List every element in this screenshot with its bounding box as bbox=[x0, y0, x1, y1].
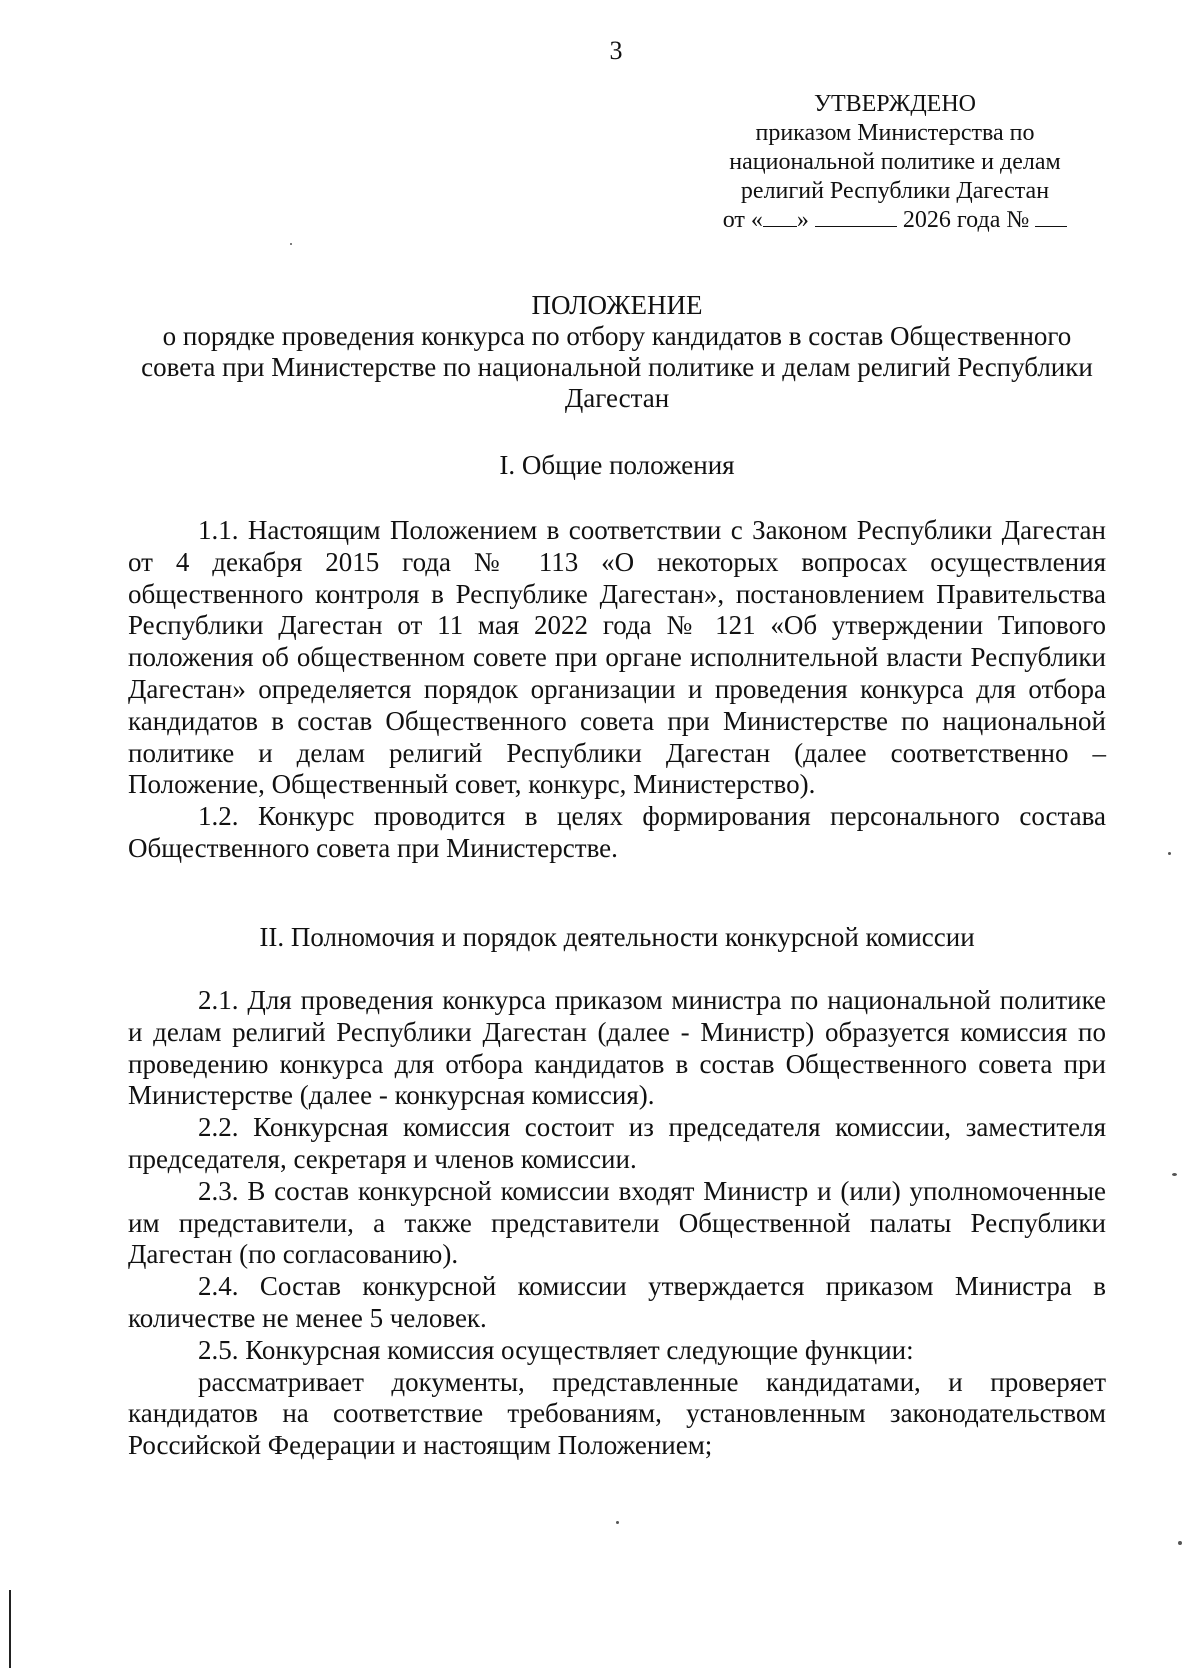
paragraph: 2.3. В состав конкурсной комиссии входят Министр и (или) уполномоченные им представители, а также представители Общественной палаты Республики Дагестан (по согласованию). bbox=[128, 1175, 1106, 1270]
section-body bbox=[128, 515, 1106, 865]
month-blank bbox=[815, 206, 897, 227]
approval-line: религий Республики Дагестан bbox=[740, 178, 1050, 204]
paragraph: 2.1. Для проведения конкурса приказом министра по национальной политике и делам религий Республики Дагестан (далее - Министр) образуется комиссия по проведению конкурса для отбора кандидатов в состав Общественного совета при Министерстве (далее - конкурсная комиссия). bbox=[128, 985, 1106, 1111]
section-heading: II. Полномочия и порядок деятельности конкурсной комиссии bbox=[259, 922, 975, 952]
paragraph: 1.1. Настоящим Положением в соответствии с Законом Республики Дагестан от 4 декабря 2015 года № 113 «О некоторых вопросах осуществления общественного контроля в Республике Дагестан», постановлением Правительства Республики Дагестан от 11 мая 2022 года № 121 «Об утверждении Типового положения об общественном совете при органе исполнительной власти Республики Дагестан» определяется порядок организации и проведения конкурса для отбора кандидатов в состав Общественного совета при Министерстве по национальной политике и делам религий Республики Дагестан (далее соответственно – Положение, Общественный совет, конкурс, Министерство). bbox=[128, 515, 1106, 800]
day-blank bbox=[763, 206, 797, 227]
title-main: ПОЛОЖЕНИЕ bbox=[531, 290, 703, 320]
approval-heading: УТВЕРЖДЕНО bbox=[813, 91, 977, 117]
date-year: 2026 года № bbox=[902, 207, 1030, 233]
approval-line: приказом Министерства по bbox=[755, 120, 1035, 146]
page-number: 3 bbox=[609, 36, 623, 65]
paragraph: 2.2. Конкурсная комиссия состоит из председателя комиссии, заместителя председателя, секретаря и членов комиссии. bbox=[128, 1112, 1106, 1174]
section-heading: I. Общие положения bbox=[499, 450, 735, 480]
paragraph: рассматривает документы, представленные кандидатами, и проверяет кандидатов на соответствие требованиям, установленным законодательством Российской Федерации и настоящим Положением; bbox=[128, 1366, 1106, 1461]
scan-speck bbox=[1178, 1541, 1182, 1545]
approval-stamp-block bbox=[695, 90, 1095, 235]
approval-date-line bbox=[695, 206, 1095, 235]
scan-margin-mark bbox=[9, 1590, 11, 1668]
title-subtitle: о порядке проведения конкурса по отбору кандидатов в состав Общественного совета при Министерстве по национальной политике и делам религий Республики Дагестан bbox=[141, 321, 1093, 413]
date-prefix: от « bbox=[722, 207, 763, 233]
section-body bbox=[128, 985, 1106, 1462]
date-mid: » bbox=[796, 207, 809, 233]
approval-line: национальной политике и делам bbox=[729, 149, 1061, 175]
scan-speck bbox=[290, 243, 292, 245]
paragraph: 2.4. Состав конкурсной комиссии утверждается приказом Министра в количестве не менее 5 человек. bbox=[128, 1271, 1106, 1333]
number-blank bbox=[1035, 206, 1067, 227]
scan-speck bbox=[1172, 1173, 1177, 1176]
paragraph: 2.5. Конкурсная комиссия осуществляет следующие функции: bbox=[198, 1334, 914, 1365]
scan-speck bbox=[616, 1521, 619, 1524]
document-title bbox=[128, 290, 1106, 414]
paragraph: 1.2. Конкурс проводится в целях формирования персонального состава Общественного совета при Министерстве. bbox=[128, 801, 1106, 863]
scan-speck bbox=[1168, 852, 1171, 855]
